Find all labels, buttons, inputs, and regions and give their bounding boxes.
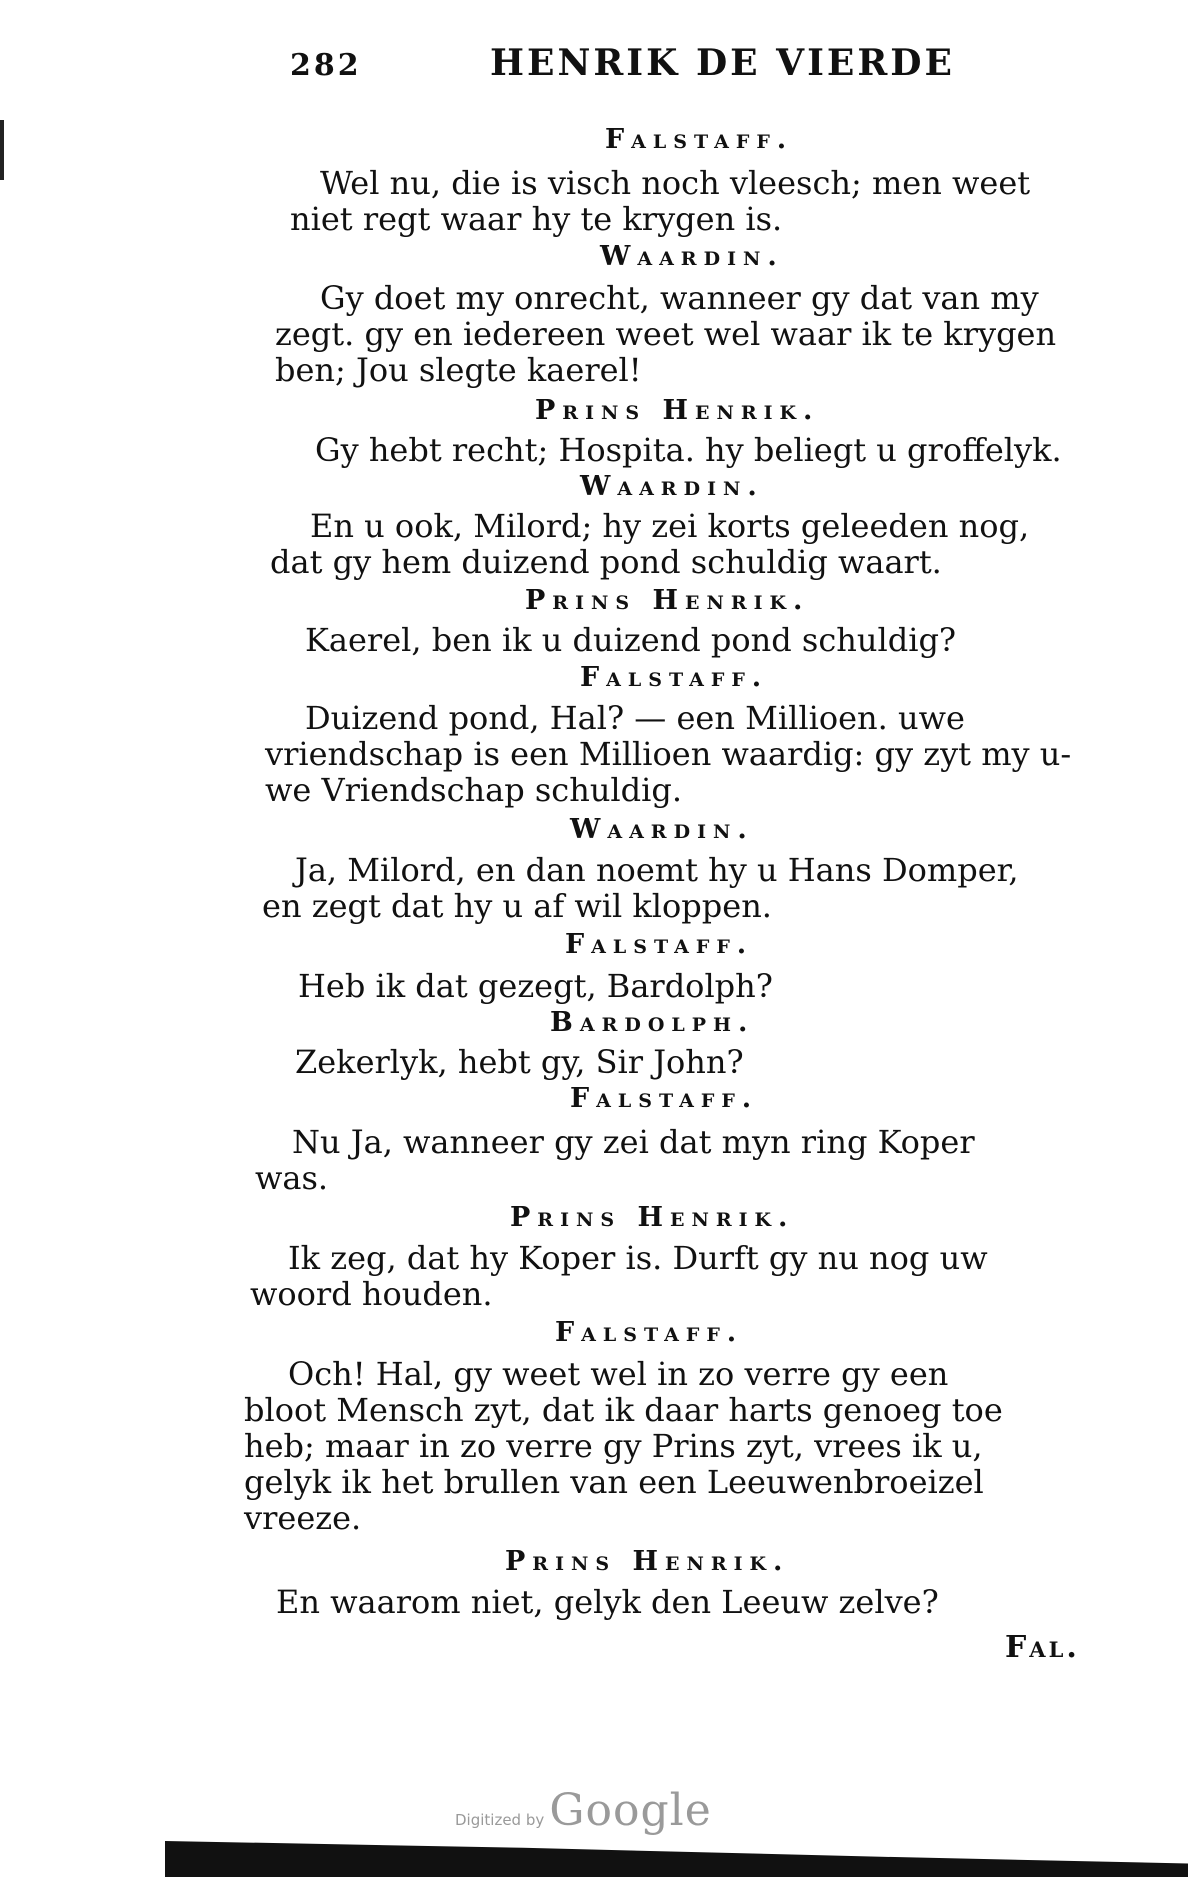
speaker-heading: Falstaff. xyxy=(570,1083,759,1114)
text-line: Gy doet my onrecht, wanneer gy dat van my xyxy=(320,279,1039,317)
text-line: woord houden. xyxy=(250,1275,493,1313)
text-line: Ik zeg, dat hy Koper is. Durft gy nu nog uw xyxy=(288,1239,988,1277)
speaker-heading: Prins Henrik. xyxy=(525,585,810,616)
text-line: En waarom niet, gelyk den Leeuw zelve? xyxy=(276,1583,939,1621)
text-line: we Vriendschap schuldig. xyxy=(265,771,683,809)
text-line: en zegt dat hy u af wil kloppen. xyxy=(262,887,772,925)
speaker-heading: Waardin. xyxy=(570,814,754,845)
page-number: 282 xyxy=(290,48,362,83)
text-line: dat gy hem duizend pond schuldig waart. xyxy=(270,543,942,581)
text-line: zegt. gy en iedereen weet wel waar ik te krygen xyxy=(275,315,1057,353)
text-line: vreeze. xyxy=(244,1499,362,1537)
text-line: Kaerel, ben ik u duizend pond schuldig? xyxy=(305,621,957,659)
speaker-heading: Waardin. xyxy=(600,241,784,272)
text-line: heb; maar in zo verre gy Prins zyt, vrees ik u, xyxy=(244,1427,983,1465)
text-line: Gy hebt recht; Hospita. hy beliegt u groffelyk. xyxy=(315,431,1062,469)
speaker-heading: Prins Henrik. xyxy=(535,395,820,426)
text-line: gelyk ik het brullen van een Leeuwenbroeizel xyxy=(244,1463,984,1501)
text-line: Och! Hal, gy weet wel in zo verre gy een xyxy=(288,1355,949,1393)
running-title: HENRIK DE VIERDE xyxy=(490,42,955,84)
speaker-heading: Falstaff. xyxy=(555,1317,744,1348)
text-line: was. xyxy=(255,1159,329,1197)
speaker-heading: Prins Henrik. xyxy=(510,1202,795,1233)
digitized-watermark xyxy=(455,1785,712,1836)
text-line: Zekerlyk, hebt gy, Sir John? xyxy=(295,1043,744,1081)
speaker-heading: Waardin. xyxy=(580,471,764,502)
speaker-heading: Falstaff. xyxy=(605,124,794,155)
text-line: bloot Mensch zyt, dat ik daar harts genoeg toe xyxy=(244,1391,1003,1429)
speaker-heading: Prins Henrik. xyxy=(505,1546,790,1577)
text-line: Wel nu, die is visch noch vleesch; men weet xyxy=(320,164,1031,202)
text-line: vriendschap is een Millioen waardig: gy zyt my u- xyxy=(265,735,1072,773)
running-header xyxy=(290,42,1010,92)
speaker-heading: Falstaff. xyxy=(565,929,754,960)
speaker-heading: Falstaff. xyxy=(580,662,769,693)
speaker-heading: Bardolph. xyxy=(550,1007,755,1038)
scan-margin-mark xyxy=(0,120,4,180)
text-line: niet regt waar hy te krygen is. xyxy=(290,200,783,238)
watermark-prefix: Digitized by xyxy=(455,1811,545,1829)
text-line: Heb ik dat gezegt, Bardolph? xyxy=(298,967,773,1005)
text-line: Nu Ja, wanneer gy zei dat myn ring Koper xyxy=(292,1123,975,1161)
text-line: Ja, Milord, en dan noemt hy u Hans Domper, xyxy=(295,851,1019,889)
text-line: ben; Jou slegte kaerel! xyxy=(275,351,642,389)
text-line: En u ook, Milord; hy zei korts geleeden nog, xyxy=(310,507,1030,545)
google-logo: Google xyxy=(549,1785,712,1836)
catchword: Fal. xyxy=(1005,1630,1080,1665)
scan-edge-shadow xyxy=(165,1832,1188,1877)
text-line: Duizend pond, Hal? — een Millioen. uwe xyxy=(305,699,965,737)
